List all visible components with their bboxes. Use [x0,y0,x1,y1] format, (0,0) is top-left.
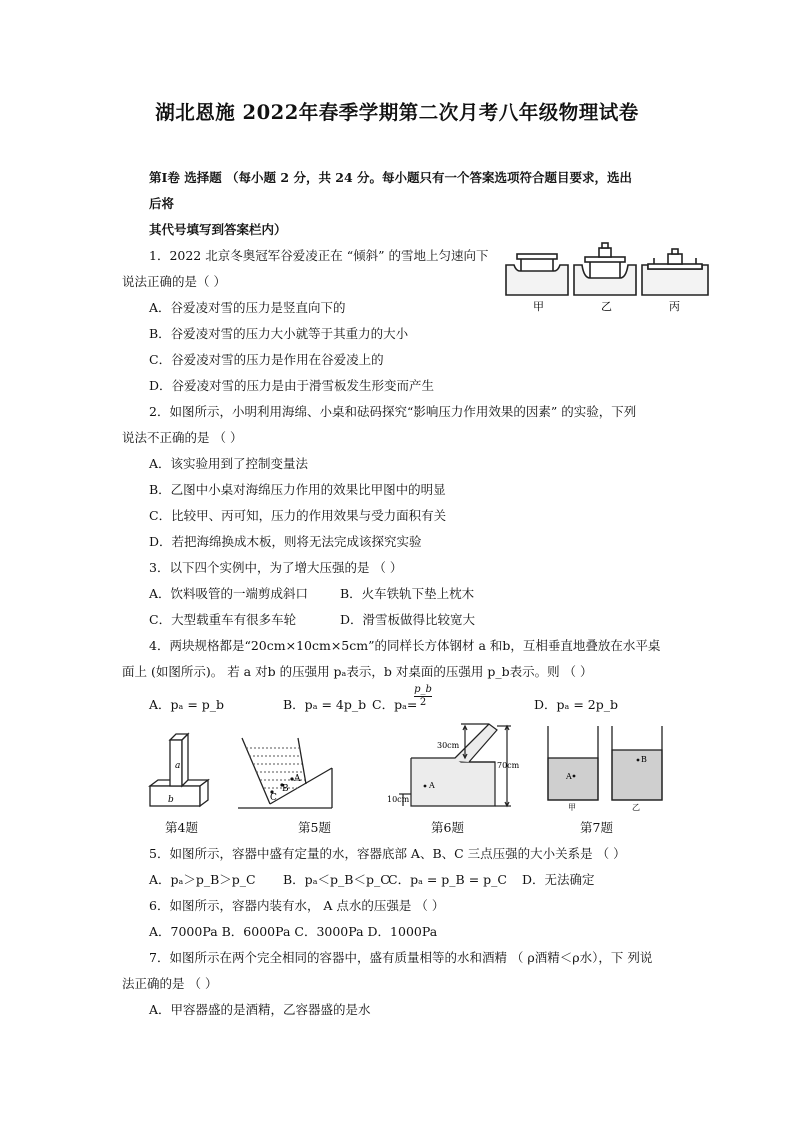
fig7-caption: 第7题 [580,820,613,835]
section-header-line3: 其代号填写到答案栏内） [149,222,287,237]
q1-stem-line1: 1．2022 北京冬奥冠军谷爱凌正在 “倾斜” 的雪地上匀速向下 [149,248,489,263]
q3-option-b: B．火车铁轨下垫上枕木 [340,586,475,601]
q2-stem-line1: 2．如图所示，小明利用海绵、小桌和砝码探究“影响压力作用效果的因素” 的实验，下列 [149,404,637,419]
fig5-label-c: C [270,793,277,803]
q4-option-c: C．pₐ= [372,697,418,712]
q1-stem-line2: 说法正确的是（ ） [122,274,226,289]
fig6-container [385,722,525,812]
q2-stem-line2: 说法不正确的是 （ ） [122,430,243,445]
fig6-caption: 第6题 [431,820,464,835]
page-title: 湖北恩施 2022年春季学期第二次月考八年级物理试卷 [155,101,639,124]
fig7-label-a: A [566,772,572,781]
fig6-label-30cm: 30cm [437,741,460,750]
fig6-label-70cm: 70cm [497,761,520,770]
fig7-label-jia: 甲 [568,803,576,812]
q1-option-d: D．谷爱凌对雪的压力是由于滑雪板发生形变而产生 [149,378,435,393]
fig5-label-b: B [282,784,289,794]
fig4-caption: 第4题 [165,820,198,835]
q4-stem-line2: 面上 (如图所示)。 若 a 对b 的压强用 pₐ表示，b 对桌面的压强用 p_b表示。则 （ ） [122,664,593,679]
section-header-line2: 后将 [149,196,175,211]
q3-option-c: C．大型载重车有很多车轮 [149,612,297,627]
fig-label-yi: 乙 [601,300,612,313]
section-header-line1: 第Ⅰ卷 选择题 （每小题 2 分，共 24 分。每小题只有一个答案选项符合题目要求，选出 [149,170,633,185]
q4-option-c-fraction [414,684,432,709]
q5-option-b: B．pₐ＜p_B＜p_C [283,872,390,887]
fig-label-bing: 丙 [669,300,680,313]
fig6-label-a: A [429,781,435,790]
q1-option-b: B．谷爱凌对雪的压力大小就等于其重力的大小 [149,326,409,341]
fig4-label-b: b [168,795,174,805]
fig7-label-yi: 乙 [632,803,640,812]
q6-stem: 6．如图所示，容器内装有水， A 点水的压强是 （ ） [149,898,445,913]
fig6-label-10cm: 10cm [387,795,410,804]
q7-stem-line2: 法正确的是 （ ） [122,976,218,991]
fig4-blocks [148,730,218,810]
fig5-label-a: A [294,774,301,784]
q5-option-d: D．无法确定 [522,872,595,887]
fig5-caption: 第5题 [298,820,331,835]
q1-option-a: A．谷爱凌对雪的压力是竖直向下的 [149,300,346,315]
q4-option-d: D．pₐ = 2p_b [534,697,618,712]
q2-option-b: B．乙图中小桌对海绵压力作用的效果比甲图中的明显 [149,482,446,497]
q4-option-b: B．pₐ = 4p_b [283,697,367,712]
q3-option-d: D．滑雪板做得比较宽大 [340,612,476,627]
q2-option-c: C．比较甲、丙可知，压力的作用效果与受力面积有关 [149,508,447,523]
q7-option-a: A．甲容器盛的是酒精，乙容器盛的是水 [149,1002,371,1017]
q3-option-a: A．饮料吸管的一端剪成斜口 [149,586,309,601]
q5-option-c: C．pₐ = p_B = p_C [388,872,507,887]
q6-options: A．7000Pa B．6000Pa C．3000Pa D．1000Pa [149,924,438,939]
q7-stem-line1: 7．如图所示在两个完全相同的容器中，盛有质量相等的水和酒精 （ ρ酒精＜ρ水），下 列说 [149,950,653,965]
q4-stem-line1: 4．两块规格都是“20cm×10cm×5cm”的同样长方体钢材 a 和b，互相垂直地叠放在水平桌 [149,638,661,653]
fig7-containers [540,722,666,812]
q3-stem: 3．以下四个实例中，为了增大压强的是 （ ） [149,560,403,575]
fig-label-jia: 甲 [533,300,544,313]
q4-option-a: A．pₐ = p_b [149,697,225,712]
q2-option-d: D．若把海绵换成木板，则将无法完成该探究实验 [149,534,422,549]
fraction-numerator: p_b [414,684,432,695]
fig5-container [236,728,336,810]
q5-stem: 5．如图所示，容器中盛有定量的水，容器底部 A、B、C 三点压强的大小关系是 （ ） [149,846,626,861]
fig4-label-a: a [175,761,181,771]
q5-option-a: A．pₐ＞p_B＞p_C [149,872,256,887]
q2-sponge-figure [502,240,712,315]
q2-option-a: A．该实验用到了控制变量法 [149,456,309,471]
fig7-label-b: B [641,755,647,764]
q1-option-c: C．谷爱凌对雪的压力是作用在谷爱凌上的 [149,352,384,367]
fraction-denominator: 2 [419,697,427,708]
